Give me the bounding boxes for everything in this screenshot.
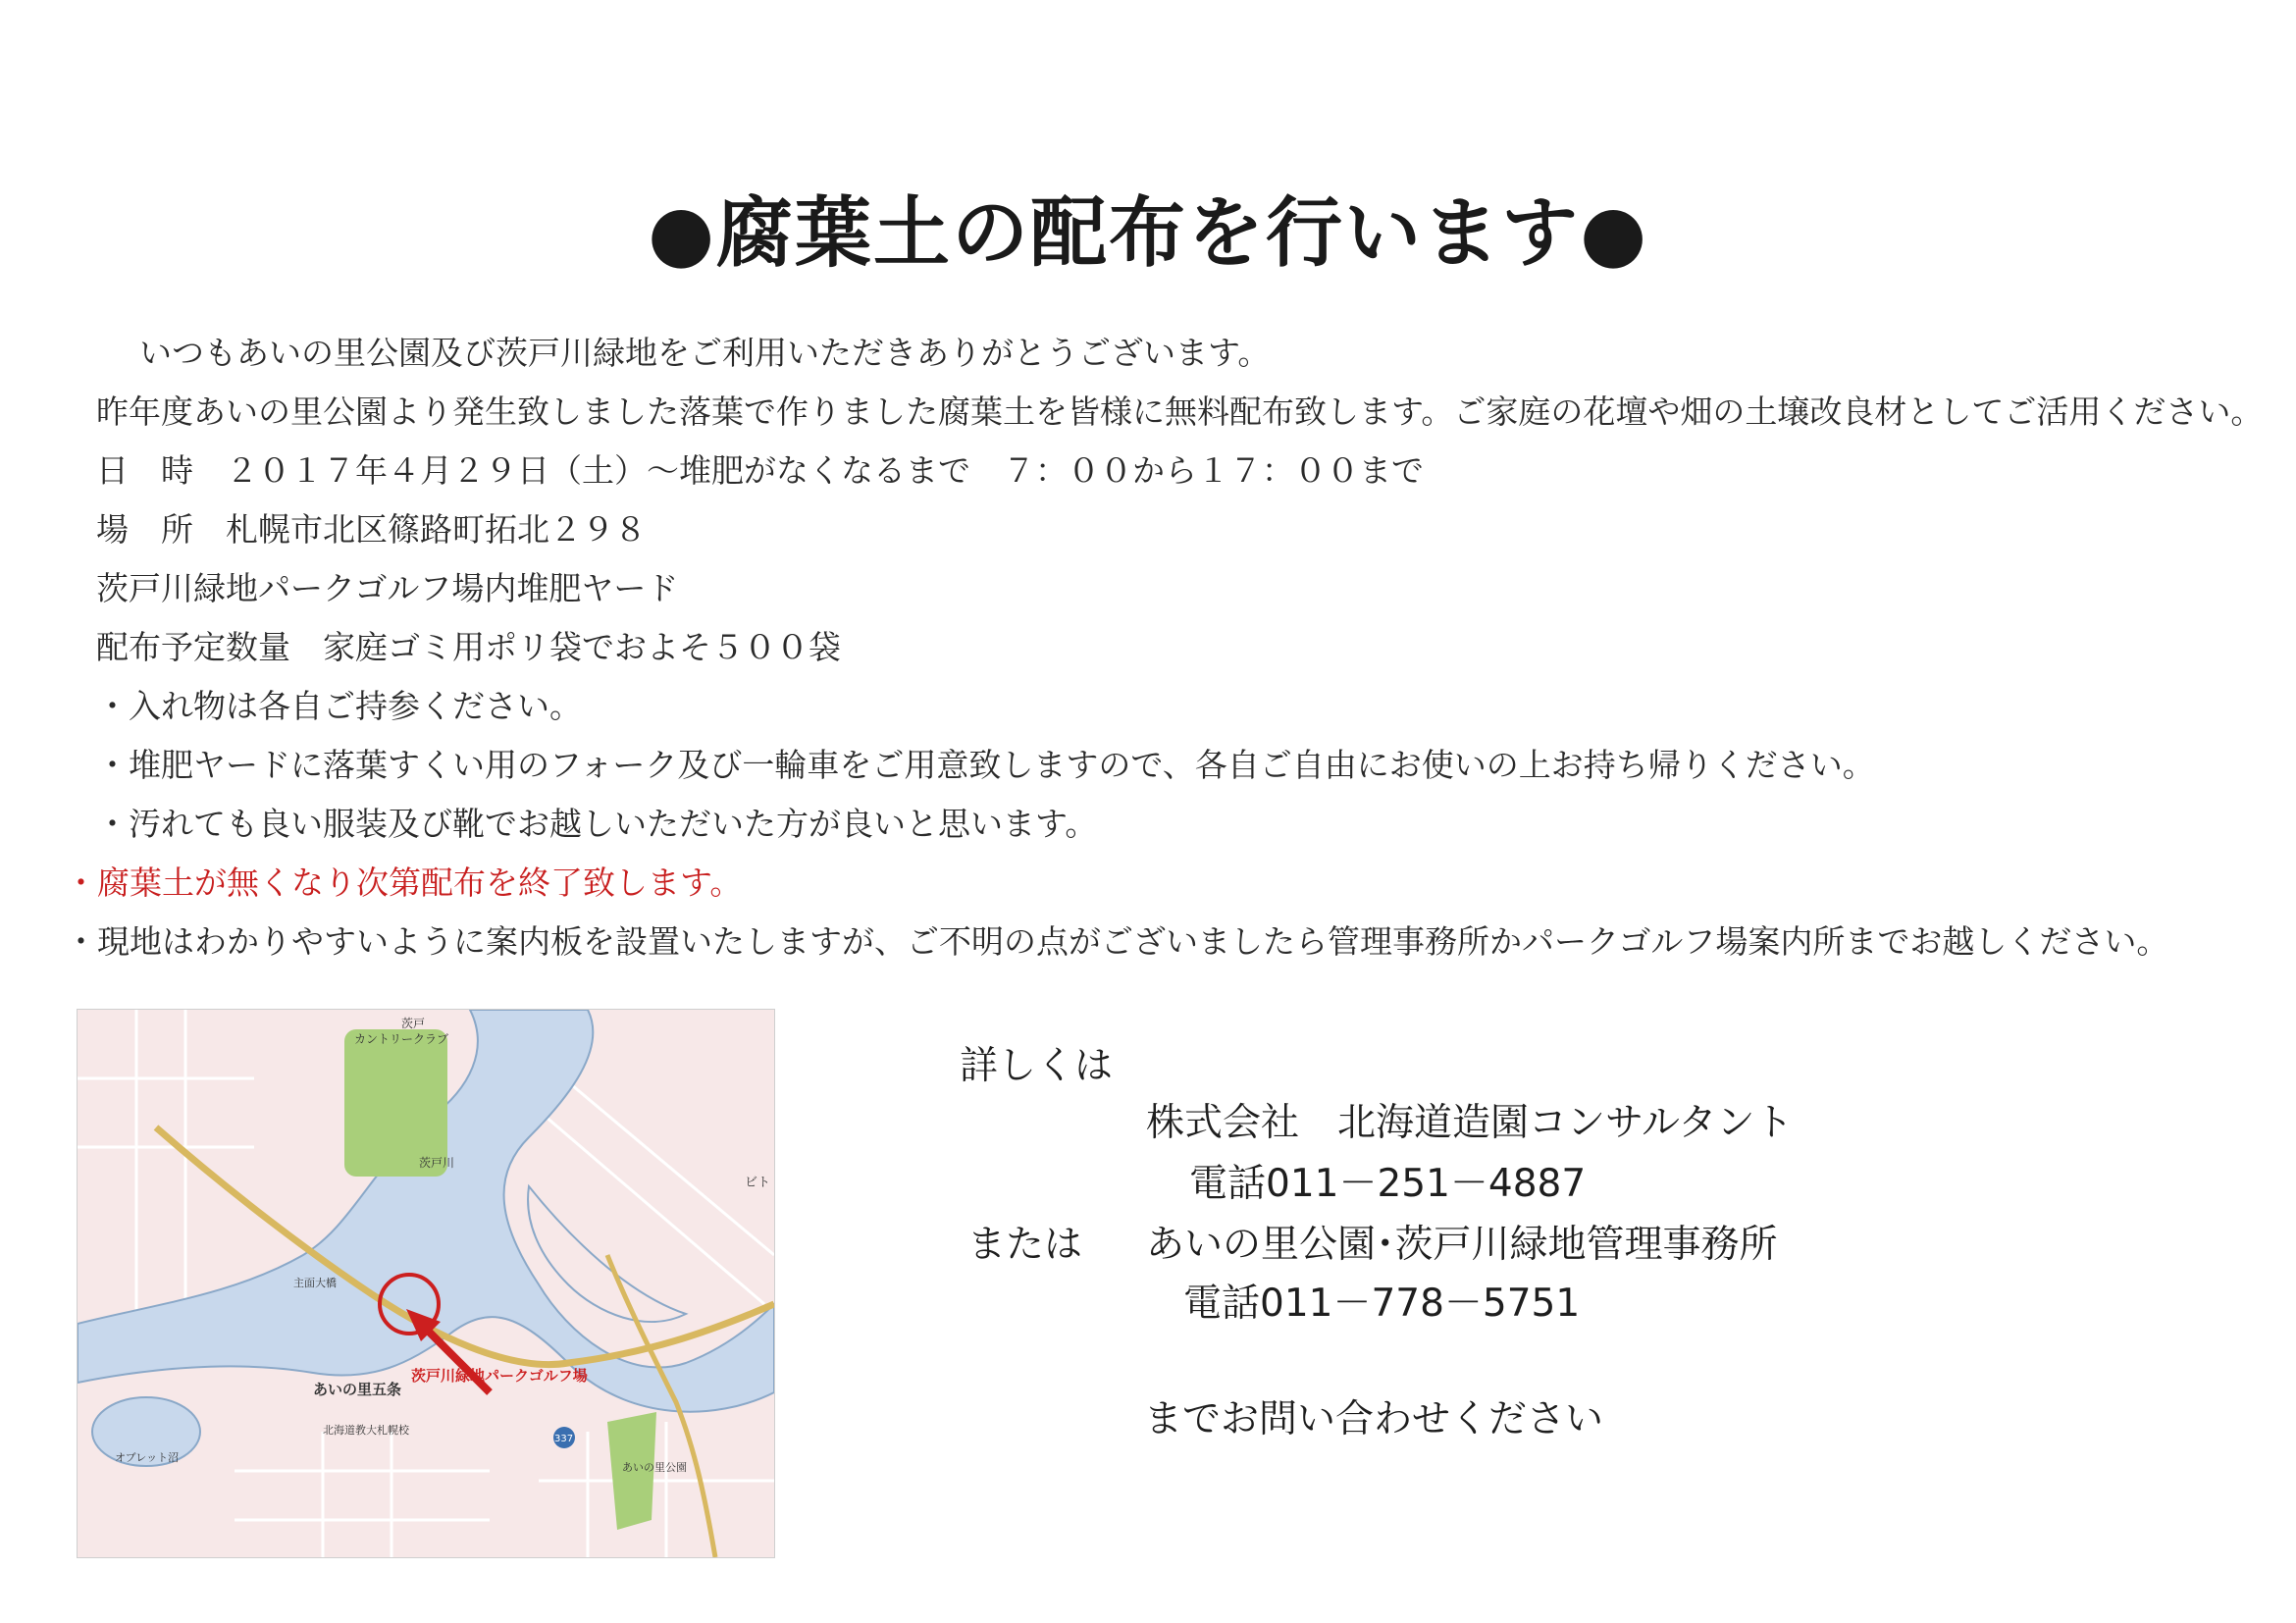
contact-or: または xyxy=(967,1223,1083,1267)
map-label-route: 337 xyxy=(554,1434,574,1444)
map-label-country-club-1: 茨戸 xyxy=(401,1017,426,1030)
note-clothing: ・汚れても良い服装及び靴でお越しいただいた方が良いと思います。 xyxy=(96,805,1098,843)
map-label-school: 北海道教大札幌校 xyxy=(323,1424,409,1437)
map-label-park-golf: 茨戸川緑地パークゴルフ場 xyxy=(411,1367,588,1385)
map-label-bridge: 主面大橋 xyxy=(293,1277,337,1289)
note-container: ・入れ物は各自ご持参ください。 xyxy=(96,687,582,725)
contact-company: 株式会社 北海道造園コンサルタント xyxy=(1146,1101,1794,1145)
map-label-lake: オブレット沼 xyxy=(115,1451,180,1464)
date-line: 日 時 ２０１７年４月２９日（土）～堆肥がなくなるまで ７：００から１７：００まで xyxy=(96,451,1424,490)
place-line: 場 所 札幌市北区篠路町拓北２９８ xyxy=(96,510,647,549)
page-title: ●腐葉土の配布を行います● xyxy=(647,189,1649,278)
contact-closing: までお問い合わせください xyxy=(1144,1397,1604,1441)
contact-office: あいの里公園･茨戸川緑地管理事務所 xyxy=(1146,1223,1778,1267)
description-line: 昨年度あいの里公園より発生致しました落葉で作りました腐葉土を皆様に無料配布致します。ご家庭の花壇や畑の土壌改良材としてご活用ください。 xyxy=(96,393,2264,431)
note-signage: ・現地はわかりやすいように案内板を設置いたしますが、ご不明の点がございましたら管理事務所かパークゴルフ場案内所までお越しください。 xyxy=(65,922,2169,961)
map-label-edge: ビト xyxy=(745,1176,771,1190)
map-label-district: あいの里五条 xyxy=(313,1381,402,1398)
map-country-club xyxy=(344,1029,447,1177)
contact-phone-2: 電話011－778－5751 xyxy=(1183,1282,1581,1326)
map-label-river: 茨戸川 xyxy=(419,1156,455,1170)
map-label-country-club-2: カントリークラブ xyxy=(354,1032,449,1046)
quantity-line: 配布予定数量 家庭ゴミ用ポリ袋でおよそ５００袋 xyxy=(96,628,841,666)
contact-phone-1: 電話011－251－4887 xyxy=(1189,1162,1587,1206)
note-tools: ・堆肥ヤードに落葉すくい用のフォーク及び一輪車をご用意致しますので、各自ご自由にお使いの上お持ち帰りください。 xyxy=(96,746,1875,784)
note-end-of-distribution: ・腐葉土が無くなり次第配布を終了致します。 xyxy=(65,864,743,902)
intro-line: いつもあいの里公園及び茨戸川緑地をご利用いただきありがとうございます。 xyxy=(139,334,1271,372)
place-detail-line: 茨戸川緑地パークゴルフ場内堆肥ヤード xyxy=(96,569,679,607)
contact-intro: 詳しくは xyxy=(960,1044,1114,1088)
map-label-park: あいの里公園 xyxy=(622,1461,687,1474)
location-map xyxy=(77,1009,775,1558)
